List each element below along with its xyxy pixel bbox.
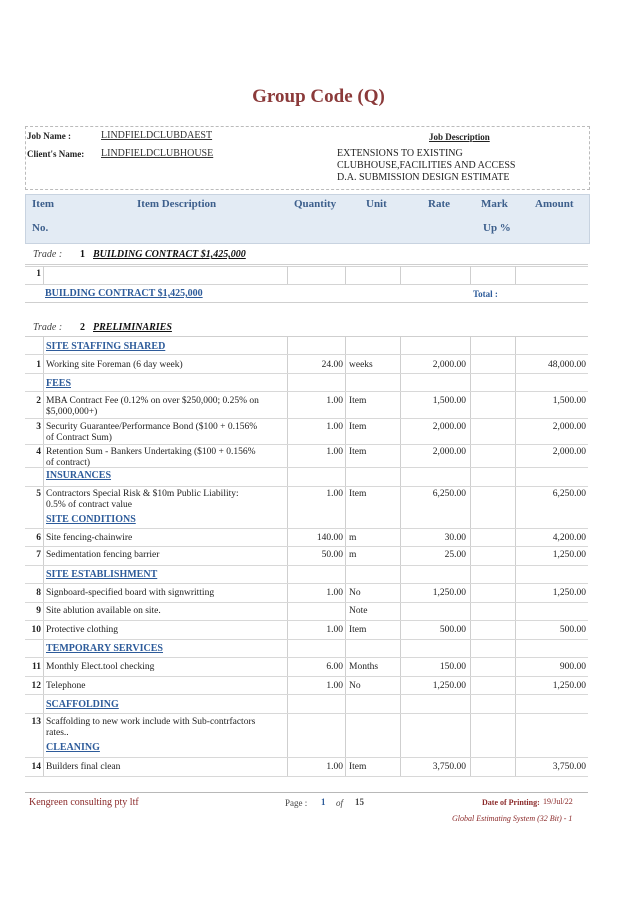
grid-line (25, 657, 588, 658)
row-unit: Item (349, 625, 367, 635)
grid-line (25, 776, 588, 777)
row-rate: 30.00 (444, 533, 466, 543)
row-unit: Item (349, 422, 367, 432)
row-number: 2 (36, 396, 41, 406)
row-unit: Item (349, 447, 367, 457)
row-amount: 1,250.00 (552, 681, 586, 691)
page-title: Group Code (Q) (252, 86, 385, 107)
footer-divider (25, 792, 588, 793)
page-label: Page : (285, 798, 308, 808)
job-name-value: LINDFIELDCLUBDAEST (101, 130, 213, 141)
row-unit: m (349, 533, 357, 543)
page-number: 1 (321, 797, 326, 807)
company-name: Kengreen consulting pty ltf (29, 797, 139, 808)
row-number: 12 (31, 681, 41, 691)
grid-line (25, 418, 588, 419)
row-rate: 3,750.00 (432, 762, 466, 772)
col-no: No. (32, 222, 49, 234)
row-quantity: 1.00 (326, 422, 343, 432)
row-amount: 48,000.00 (548, 360, 586, 370)
section-heading: INSURANCES (46, 470, 112, 481)
row-number: 7 (36, 550, 41, 560)
row-number: 5 (36, 489, 41, 499)
grid-line (25, 694, 588, 695)
row-number: 10 (31, 625, 41, 635)
row-number: 3 (36, 422, 41, 432)
row-quantity: 50.00 (321, 550, 343, 560)
row-number: 13 (31, 717, 41, 727)
grid-line (43, 337, 44, 777)
row-quantity: 1.00 (326, 396, 343, 406)
row-description: Signboard-specified board with signwritting (46, 588, 215, 598)
row-description: Sedimentation fencing barrier (46, 550, 160, 560)
trade-label: Trade : (33, 322, 63, 333)
page-total: 15 (355, 797, 364, 807)
row-description-cont: of contract) (46, 458, 91, 468)
grid-line (25, 620, 588, 621)
row-amount: 6,250.00 (552, 489, 586, 499)
section-heading: TEMPORARY SERVICES (46, 643, 163, 654)
row-description: Site fencing-chainwire (46, 533, 133, 543)
row-index: 1 (36, 269, 41, 279)
row-quantity: 1.00 (326, 447, 343, 457)
row-number: 8 (36, 588, 41, 598)
trade-number: 1 (80, 249, 85, 260)
row-number: 4 (36, 447, 41, 457)
row-unit: Item (349, 489, 367, 499)
row-description: Contractors Special Risk & $10m Public Liability: (46, 489, 239, 499)
row-quantity: 1.00 (326, 681, 343, 691)
row-rate: 6,250.00 (432, 489, 466, 499)
row-description-cont: rates.. (46, 728, 69, 738)
date-value: 19/Jul/22 (543, 797, 573, 806)
row-amount: 2,000.00 (552, 447, 586, 457)
grid-line (515, 266, 516, 284)
grid-line (400, 337, 401, 777)
grid-line (287, 337, 288, 777)
row-description-cont: of Contract Sum) (46, 433, 112, 443)
row-description: Scaffolding to new work include with Sub-contrfactors (46, 717, 256, 727)
row-unit: No (349, 681, 361, 691)
col-rate: Rate (428, 198, 450, 210)
grid-line (345, 337, 346, 777)
grid-line (25, 444, 588, 445)
divider (25, 302, 588, 303)
date-label: Date of Printing: (482, 798, 540, 807)
row-amount: 1,250.00 (552, 550, 586, 560)
row-unit: m (349, 550, 357, 560)
grid-line (25, 676, 588, 677)
row-description: Retention Sum - Bankers Undertaking ($100 + 0.156% (46, 447, 256, 457)
row-description: Telephone (46, 681, 86, 691)
row-description: Builders final clean (46, 762, 121, 772)
row-quantity: 140.00 (316, 533, 343, 543)
col-quantity: Quantity (294, 198, 337, 210)
row-description: Monthly Elect.tool checking (46, 662, 155, 672)
job-name-label: Job Name : (27, 131, 71, 141)
row-description-cont: 0.5% of contract value (46, 500, 132, 510)
col-unit: Unit (366, 198, 387, 210)
trade-name: BUILDING CONTRACT $1,425,000 (93, 249, 246, 260)
page-of-label: of (336, 798, 344, 808)
row-unit: Item (349, 762, 367, 772)
grid-line (25, 639, 588, 640)
job-description-line-1: EXTENSIONS TO EXISTING (337, 148, 463, 159)
section-heading: SITE ESTABLISHMENT (46, 569, 158, 580)
grid-line (43, 266, 44, 284)
row-number: 9 (36, 606, 41, 616)
grid-line (470, 337, 471, 777)
row-description: Site ablution available on site. (46, 606, 161, 616)
divider (25, 336, 588, 337)
row-description: Working site Foreman (6 day week) (46, 360, 183, 370)
row-amount: 900.00 (559, 662, 586, 672)
total-label: Total : (473, 289, 498, 299)
row-number: 14 (31, 762, 41, 772)
empty-row (25, 266, 588, 285)
grid-line (25, 565, 588, 566)
row-rate: 500.00 (439, 625, 466, 635)
row-amount: 2,000.00 (552, 422, 586, 432)
grid-line (25, 583, 588, 584)
divider (25, 264, 588, 265)
row-unit: No (349, 588, 361, 598)
row-amount: 1,250.00 (552, 588, 586, 598)
row-number: 1 (36, 360, 41, 370)
grid-line (25, 373, 588, 374)
job-description-line-2: CLUBHOUSE,FACILITIES AND ACCESS (337, 160, 516, 171)
section-heading: SITE CONDITIONS (46, 514, 136, 525)
row-rate: 2,000.00 (432, 447, 466, 457)
grid-line (25, 354, 588, 355)
row-rate: 1,500.00 (432, 396, 466, 406)
row-rate: 1,250.00 (432, 681, 466, 691)
grid-line (25, 486, 588, 487)
col-amount: Amount (535, 198, 574, 210)
grid-line (25, 757, 588, 758)
row-description: MBA Contract Fee (0.12% on over $250,000; 0.25% on (46, 396, 259, 406)
grid-line (515, 337, 516, 777)
row-quantity: 6.00 (326, 662, 343, 672)
system-name: Global Estimating System (32 Bit) - 1 (452, 814, 573, 823)
row-description-cont: $5,000,000+) (46, 407, 98, 417)
grid-line (287, 266, 288, 284)
row-quantity: 1.00 (326, 489, 343, 499)
row-rate: 2,000.00 (432, 422, 466, 432)
row-unit: weeks (349, 360, 373, 370)
column-header-band (25, 194, 590, 244)
col-item: Item (32, 198, 54, 210)
grid-line (25, 546, 588, 547)
section-heading: SITE STAFFING SHARED (46, 341, 166, 352)
row-description: Security Guarantee/Performance Bond ($100 + 0.156% (46, 422, 258, 432)
trade-name: PRELIMINARIES (93, 322, 172, 333)
grid-line (470, 266, 471, 284)
row-description: Protective clothing (46, 625, 119, 635)
row-unit: Months (349, 662, 379, 672)
grid-line (25, 391, 588, 392)
row-number: 11 (32, 662, 41, 672)
trade-label: Trade : (33, 249, 63, 260)
job-description-line-3: D.A. SUBMISSION DESIGN ESTIMATE (337, 172, 510, 183)
client-name-label: Client's Name: (27, 149, 85, 159)
client-name-value: LINDFIELDCLUBHOUSE (101, 148, 214, 159)
row-quantity: 1.00 (326, 762, 343, 772)
grid-line (25, 713, 588, 714)
row-number: 6 (36, 533, 41, 543)
row-rate: 150.00 (439, 662, 466, 672)
job-description-label: Job Description (429, 132, 490, 142)
row-amount: 4,200.00 (552, 533, 586, 543)
row-unit: Item (349, 396, 367, 406)
col-item-description: Item Description (137, 198, 217, 210)
grid-line (25, 602, 588, 603)
row-rate: 1,250.00 (432, 588, 466, 598)
section-heading: SCAFFOLDING (46, 699, 119, 710)
section-heading: FEES (46, 378, 72, 389)
col-mark: Mark (481, 198, 508, 210)
row-rate: 2,000.00 (432, 360, 466, 370)
section-heading: CLEANING (46, 742, 100, 753)
row-quantity: 1.00 (326, 625, 343, 635)
row-quantity: 24.00 (321, 360, 343, 370)
trade-number: 2 (80, 322, 85, 333)
grid-line (400, 266, 401, 284)
grid-line (345, 266, 346, 284)
row-unit: Note (349, 606, 368, 616)
grid-line (25, 528, 588, 529)
row-rate: 25.00 (444, 550, 466, 560)
col-up: Up % (483, 222, 511, 234)
row-amount: 500.00 (559, 625, 586, 635)
row-quantity: 1.00 (326, 588, 343, 598)
row-amount: 1,500.00 (552, 396, 586, 406)
row-amount: 3,750.00 (552, 762, 586, 772)
trade-total-name: BUILDING CONTRACT $1,425,000 (45, 288, 203, 299)
